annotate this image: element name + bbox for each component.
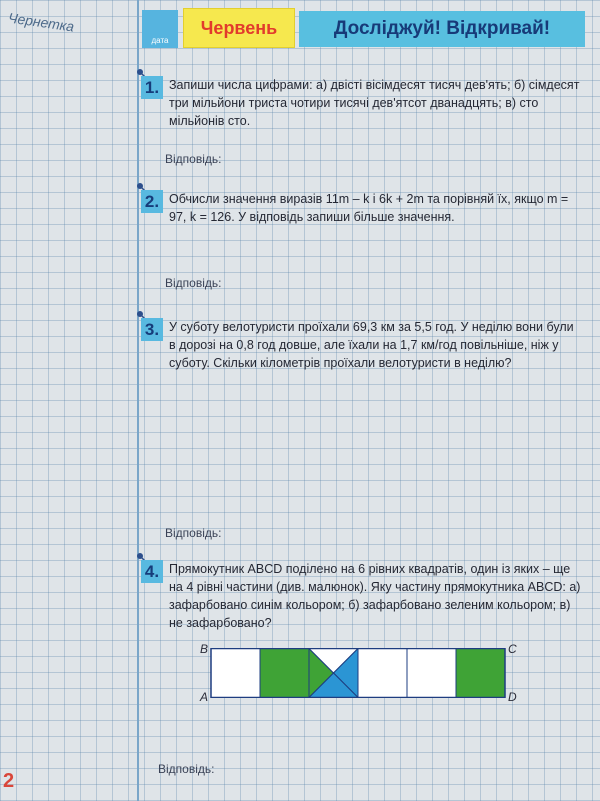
page-number: 2: [3, 770, 15, 792]
vertex-a: A: [200, 690, 209, 704]
vertex-d: D: [508, 690, 517, 704]
rectangle-figure: [200, 640, 540, 708]
answer-label-3: Відповідь:: [165, 526, 222, 540]
task-text: Запиши числа цифрами: а) двісті вісімдесят тисяч дев'ять; б) сімдесят три мільйони триста чотири тисячі дев'ятсот дванадцять; в) сто мільйонів сто.: [169, 78, 580, 128]
vertex-b: B: [200, 642, 209, 656]
square-1: [211, 649, 260, 698]
task-text: У суботу велотуристи проїхали 69,3 км за 5,5 год. У неділю вони були в дорозі на 0,8 год довше, але їхали на 1,7 км/год повільніше, ніж у суботу. Скільки кілометрів проїхали велотуристи в неділю?: [169, 320, 574, 370]
month-tab: Червень: [183, 8, 295, 48]
vertex-c: C: [508, 642, 517, 656]
task-number: 3.: [141, 318, 163, 341]
answer-label-1: Відповідь:: [165, 152, 222, 166]
date-label: дата: [151, 36, 169, 45]
answer-label-4: Відповідь:: [158, 762, 215, 776]
task-text: Прямокутник ABCD поділено на 6 рівних квадратів, один із яких – ще на 4 рівні частини (див. малюнок). Яку частину прямокутника ABCD: а) зафарбовано синім кольором; б) зафарбовано зеленим кольором; в) не зафарбовано?: [169, 562, 581, 630]
answer-label-2: Відповідь:: [165, 276, 222, 290]
rectangle-abcd: [210, 648, 508, 698]
date-box: [142, 10, 178, 48]
square-4: [358, 649, 407, 698]
task-number: 2.: [141, 190, 163, 213]
square-5: [407, 649, 456, 698]
task-number: 1.: [141, 76, 163, 99]
page-header: [139, 8, 585, 48]
task-text: Обчисли значення виразів 11m – k і 6k + 2m та порівняй їх, якщо m = 97, k = 126. У відповідь запиши більше значення.: [169, 192, 569, 224]
square-6: [456, 649, 505, 698]
task-number: 4.: [141, 560, 163, 583]
draft-label: Чернетка: [7, 9, 76, 35]
topic-banner: Досліджуй! Відкривай!: [299, 11, 585, 47]
square-2: [260, 649, 309, 698]
margin-line: [137, 0, 139, 801]
